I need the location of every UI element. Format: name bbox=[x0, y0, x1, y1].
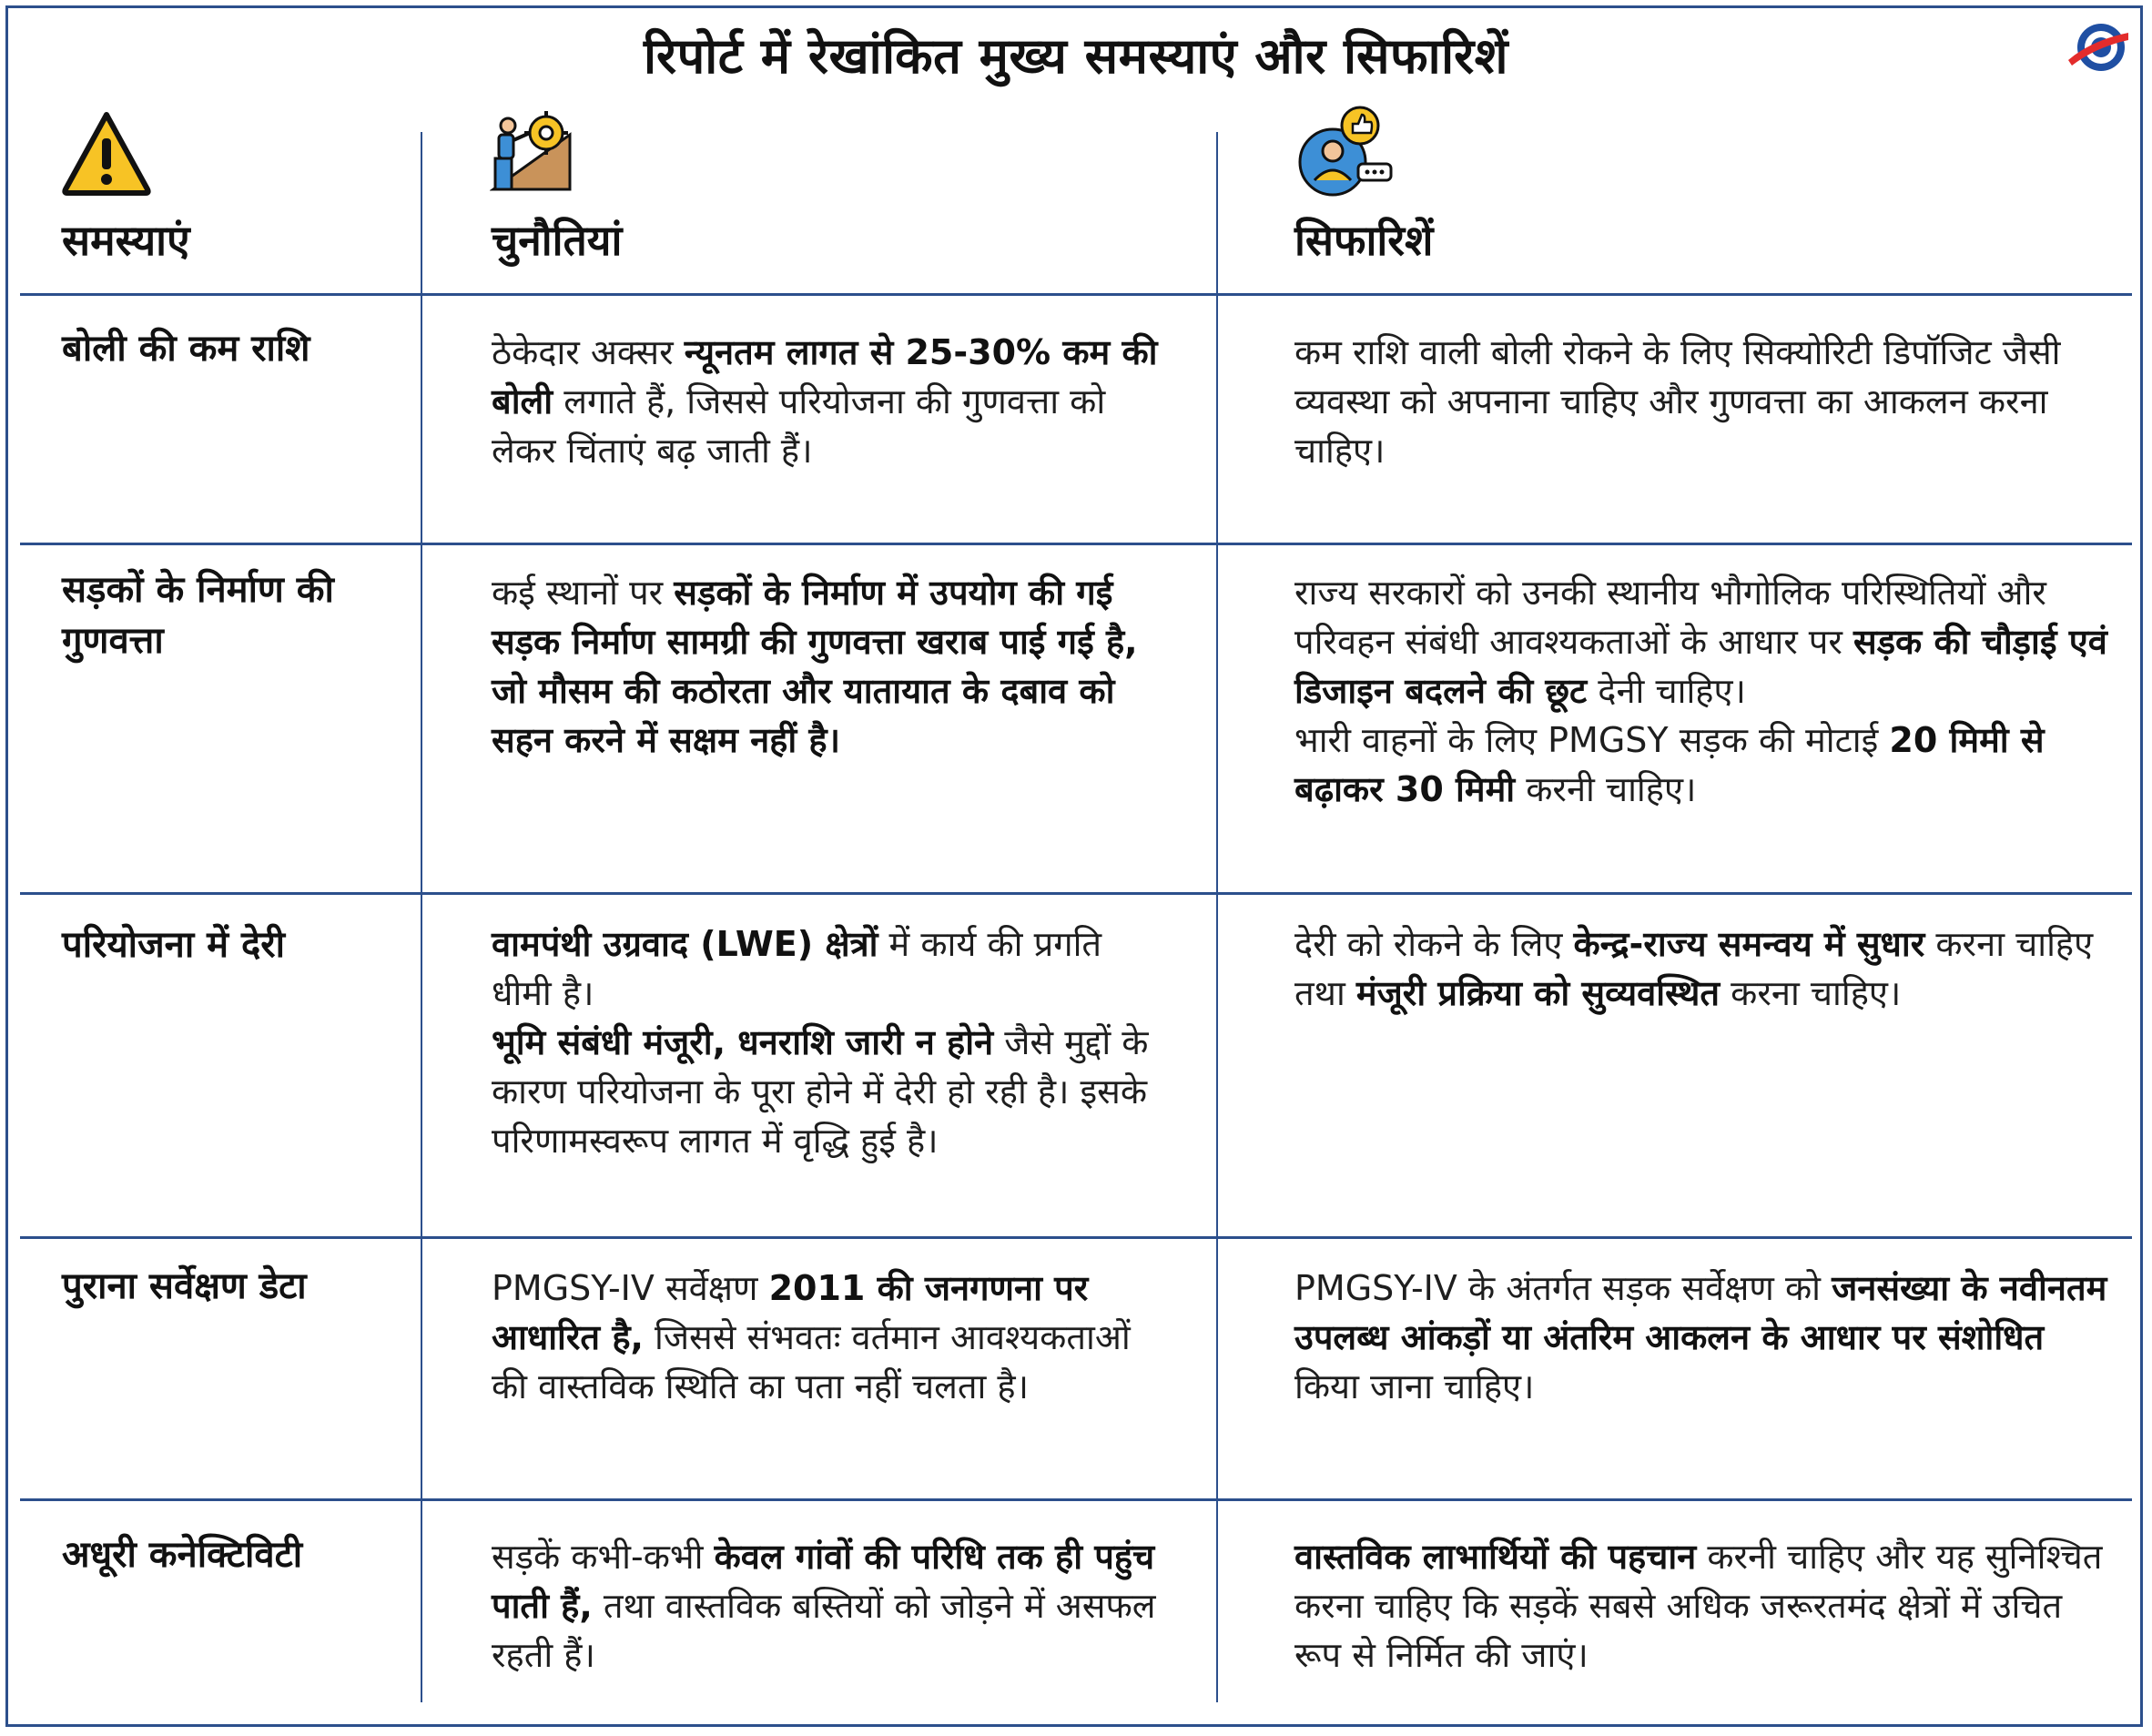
cell-recommendation bbox=[1294, 1264, 2114, 1411]
row-divider bbox=[20, 1236, 2132, 1239]
column-divider bbox=[421, 132, 422, 1702]
column-divider bbox=[1216, 132, 1218, 1702]
cell-recommendation bbox=[1294, 568, 2114, 814]
body-text: भारी वाहनों के लिए PMGSY सड़क की मोटाई bbox=[1294, 720, 1890, 760]
cell-challenge bbox=[492, 328, 1165, 475]
emphasis-text: जनसंख्या के नवीनतम उपलब्ध आंकड़ों या अंतरिम आकलन के आधार पर संशोधित bbox=[1294, 1268, 2107, 1357]
row-problem-road-quality: सड़कों के निर्माण की गुणवत्ता bbox=[62, 569, 334, 662]
cell-recommendation bbox=[1294, 1532, 2114, 1680]
body-text: PMGSY-IV के अंतर्गत सड़क सर्वेक्षण को bbox=[1294, 1268, 1832, 1308]
row-problem-low-bid: बोली की कम राशि bbox=[62, 328, 310, 370]
body-text: कई स्थानों पर bbox=[492, 573, 675, 613]
feedback-icon bbox=[1294, 106, 1395, 197]
header-challenges: चुनौतियां bbox=[492, 216, 623, 265]
row-divider bbox=[20, 543, 2132, 545]
body-text: ठेकेदार अक्सर bbox=[492, 332, 685, 372]
cell-challenge bbox=[492, 1264, 1165, 1411]
body-text: जिससे संभवतः वर्तमान आवश्यकताओं की वास्तविक स्थिति का पता नहीं चलता है। bbox=[492, 1317, 1131, 1406]
emphasis-text: केन्द्र-राज्य समन्वय में सुधार bbox=[1573, 924, 1925, 964]
cell-challenge bbox=[492, 919, 1165, 1165]
row-problem-project-delay: परियोजना में देरी bbox=[62, 924, 285, 966]
row-problem-incomplete-connectivity: अधूरी कनेक्टिविटी bbox=[62, 1534, 303, 1576]
body-text: में कार्य की प्रगति धीमी है। bbox=[492, 924, 1102, 1013]
row-divider bbox=[20, 293, 2132, 296]
body-text: देरी को रोकने के लिए bbox=[1294, 924, 1574, 964]
cell-recommendation bbox=[1294, 328, 2114, 475]
header-recommendations: सिफारिशें bbox=[1294, 216, 1434, 265]
emphasis-text: सड़क की चौड़ाई एवं डिजाइन बदलने की छूट bbox=[1294, 622, 2107, 711]
row-divider bbox=[20, 1498, 2132, 1501]
emphasis-text: न्यूनतम लागत से 25-30% कम की बोली bbox=[492, 332, 1158, 421]
body-text: लगाते हैं, जिससे परियोजना की गुणवत्ता को लेकर चिंताएं बढ़ जाती हैं। bbox=[492, 381, 1106, 471]
body-text: करना चाहिए। bbox=[1720, 973, 1902, 1013]
emphasis-text: केवल गांवों की परिधि तक ही पहुंच पाती हैं, bbox=[492, 1537, 1155, 1626]
worker-gear-icon bbox=[490, 109, 574, 193]
emphasis-text: मंजूरी प्रक्रिया को सुव्यवस्थित bbox=[1355, 973, 1721, 1013]
row-problem-old-survey-data: पुराना सर्वेक्षण डेटा bbox=[62, 1265, 307, 1307]
emphasis-text: वामपंथी उग्रवाद (LWE) क्षेत्रों bbox=[492, 924, 878, 964]
page-frame bbox=[5, 5, 2143, 1727]
body-text: कम राशि वाली बोली रोकने के लिए सिक्योरिटी डिपॉजिट जैसी व्यवस्था को अपनाना चाहिए और गुणवत्ता का आकलन करना चाहिए। bbox=[1294, 332, 2061, 471]
body-text: किया जाना चाहिए। bbox=[1294, 1366, 1535, 1406]
body-text: सड़कें कभी-कभी bbox=[492, 1537, 715, 1577]
emphasis-text: सड़कों के निर्माण में उपयोग की गई सड़क निर्माण सामग्री की गुणवत्ता खराब पाई गई है, जो मौसम की कठोरता और यातायात के दबाव को सहन करने में सक्षम नहीं है। bbox=[492, 573, 1138, 760]
body-text: करना चाहिए तथा bbox=[1294, 924, 2094, 1013]
emphasis-text: वास्तविक लाभार्थियों की पहचान bbox=[1294, 1537, 1697, 1577]
body-text: राज्य सरकारों को उनकी स्थानीय भौगोलिक परिस्थितियों और परिवहन संबंधी आवश्यकताओं के आधार पर bbox=[1294, 573, 2046, 662]
cell-challenge bbox=[492, 1532, 1165, 1680]
cell-recommendation bbox=[1294, 919, 2114, 1018]
warning-icon bbox=[60, 109, 153, 197]
page-title: रिपोर्ट में रेखांकित मुख्य समस्याएं और सिफारिशें bbox=[644, 27, 1508, 85]
header-problems: समस्याएं bbox=[62, 216, 190, 265]
body-text: देनी चाहिए। bbox=[1587, 671, 1746, 711]
body-text: तथा वास्तविक बस्तियों को जोड़ने में असफल रहती हैं। bbox=[492, 1586, 1156, 1675]
body-text: PMGSY-IV सर्वेक्षण bbox=[492, 1268, 769, 1308]
emphasis-text: भूमि संबंधी मंजूरी, धनराशि जारी न होने bbox=[492, 1022, 994, 1062]
emphasis-text: 2011 की जनगणना पर आधारित है, bbox=[492, 1268, 1089, 1357]
logo-icon bbox=[2065, 13, 2132, 80]
row-divider bbox=[20, 892, 2132, 895]
body-text: जैसे मुद्दों के कारण परियोजना के पूरा होने में देरी हो रही है। इसके परिणामस्वरूप लागत में वृद्धि हुई है। bbox=[492, 1022, 1149, 1161]
emphasis-text: 20 मिमी से बढ़ाकर 30 मिमी bbox=[1294, 720, 2045, 809]
cell-challenge bbox=[492, 568, 1165, 765]
body-text: करनी चाहिए और यह सुनिश्चित करना चाहिए कि सड़कें सबसे अधिक जरूरतमंद क्षेत्रों में उचित रूप से निर्मित की जाएं। bbox=[1294, 1537, 2103, 1675]
body-text: करनी चाहिए। bbox=[1515, 769, 1697, 809]
